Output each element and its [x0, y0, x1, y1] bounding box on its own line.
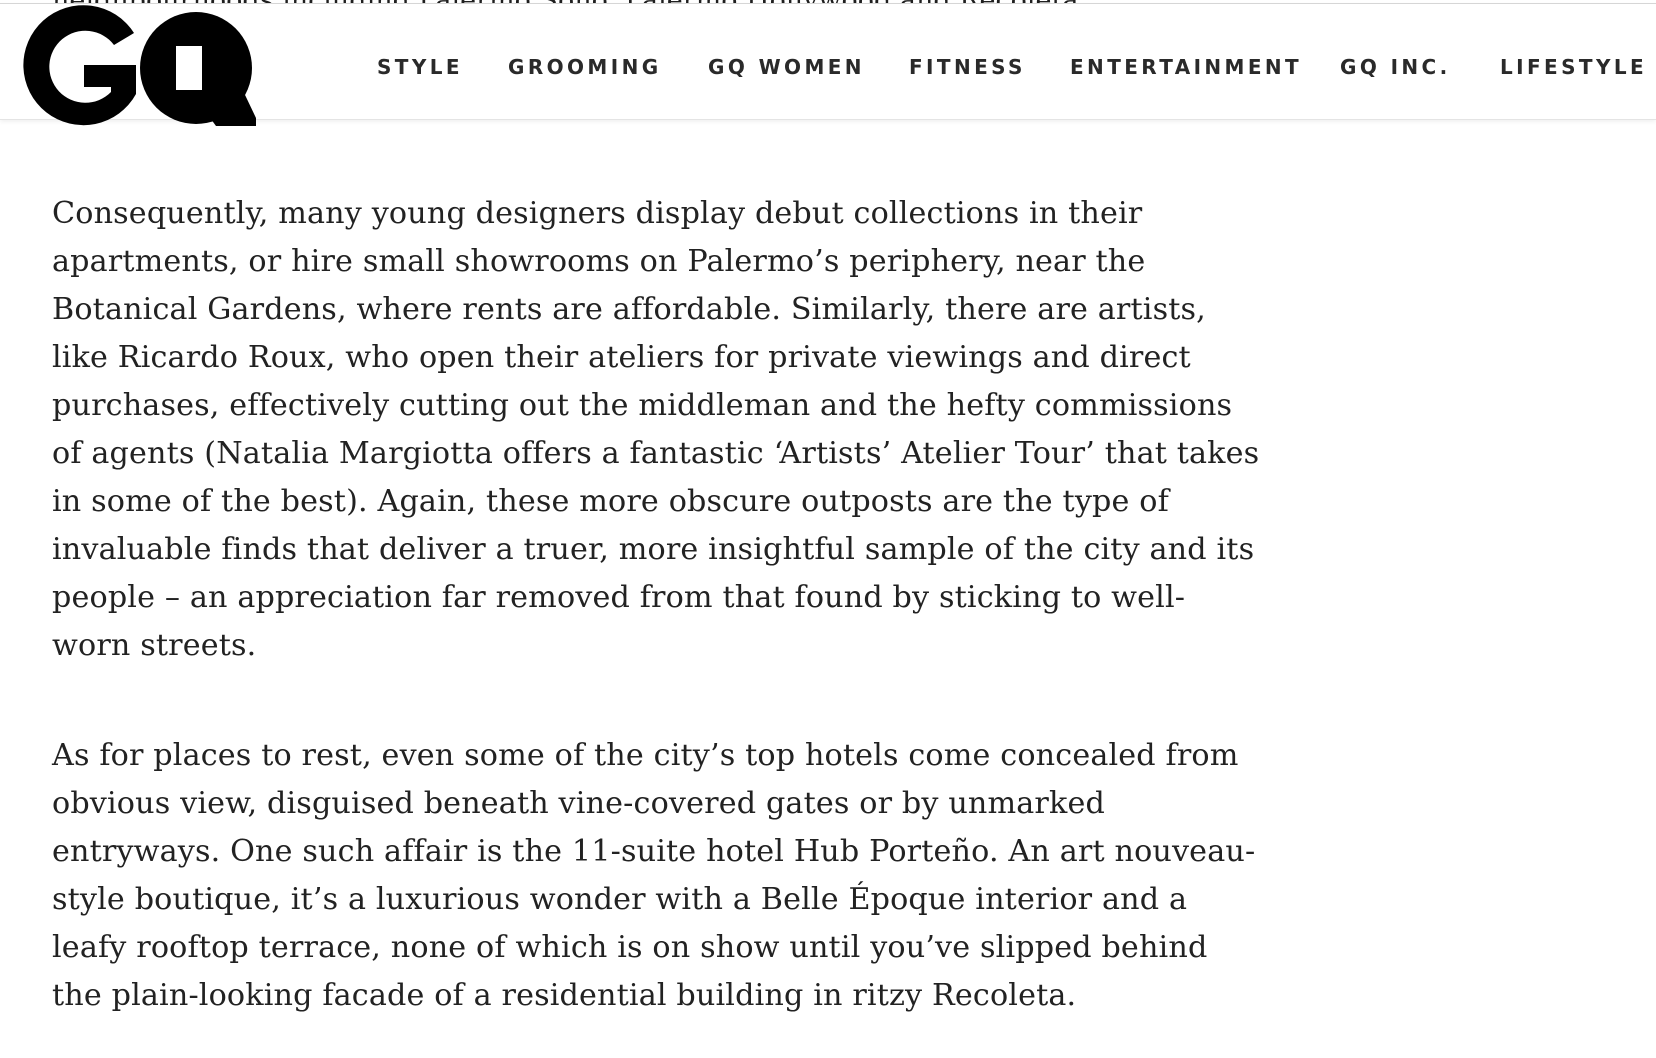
nav-item-grooming[interactable]: GROOMING [508, 55, 662, 79]
nav-item-gq-inc[interactable]: GQ INC. [1340, 55, 1451, 79]
article-paragraph: Consequently, many young designers display debut collections in their apartments, or hire small showrooms on Palermo’s periphery, near the Botanical Gardens, where rents are affordable. Similarly, there are artists, like Ricardo Roux, who open their ateliers for private viewings and direct purchases, effectively cutting out the middleman and the hefty commissions of agents (Natalia Margiotta offers a fantastic ‘Artists’ Atelier Tour’ that takes in some of the best). Again, these more obscure outposts are the type of invaluable finds that deliver a truer, more insightful sample of the city and its people – an appreciation far removed from that found by sticking to well-worn streets. [52, 196, 1260, 663]
article-body [52, 190, 1262, 1020]
logo-edition: AUSTRALIA [74, 57, 118, 66]
article-paragraph: As for places to rest, even some of the city’s top hotels come concealed from obvious view, disguised beneath vine-covered gates or by unmarked entryways. One such affair is the 11-suite hotel Hub Porteño. An art nouveau-style boutique, it’s a luxurious wonder with a Belle Époque interior and a leafy rooftop terrace, none of which is on show until you’ve slipped behind the plain-looking facade of a residential building in ritzy Recoleta. [52, 738, 1256, 1013]
nav-item-lifestyle[interactable]: LIFESTYLE [1500, 55, 1648, 79]
site-header [0, 3, 1656, 120]
nav-item-gq-women[interactable]: GQ WOMEN [708, 55, 865, 79]
nav-item-entertainment[interactable]: ENTERTAINMENT [1070, 55, 1303, 79]
gq-logo-icon [10, 8, 260, 128]
gq-australia-logo[interactable] [10, 8, 260, 128]
nav-item-style[interactable]: STYLE [377, 55, 463, 79]
nav-item-fitness[interactable]: FITNESS [909, 55, 1026, 79]
